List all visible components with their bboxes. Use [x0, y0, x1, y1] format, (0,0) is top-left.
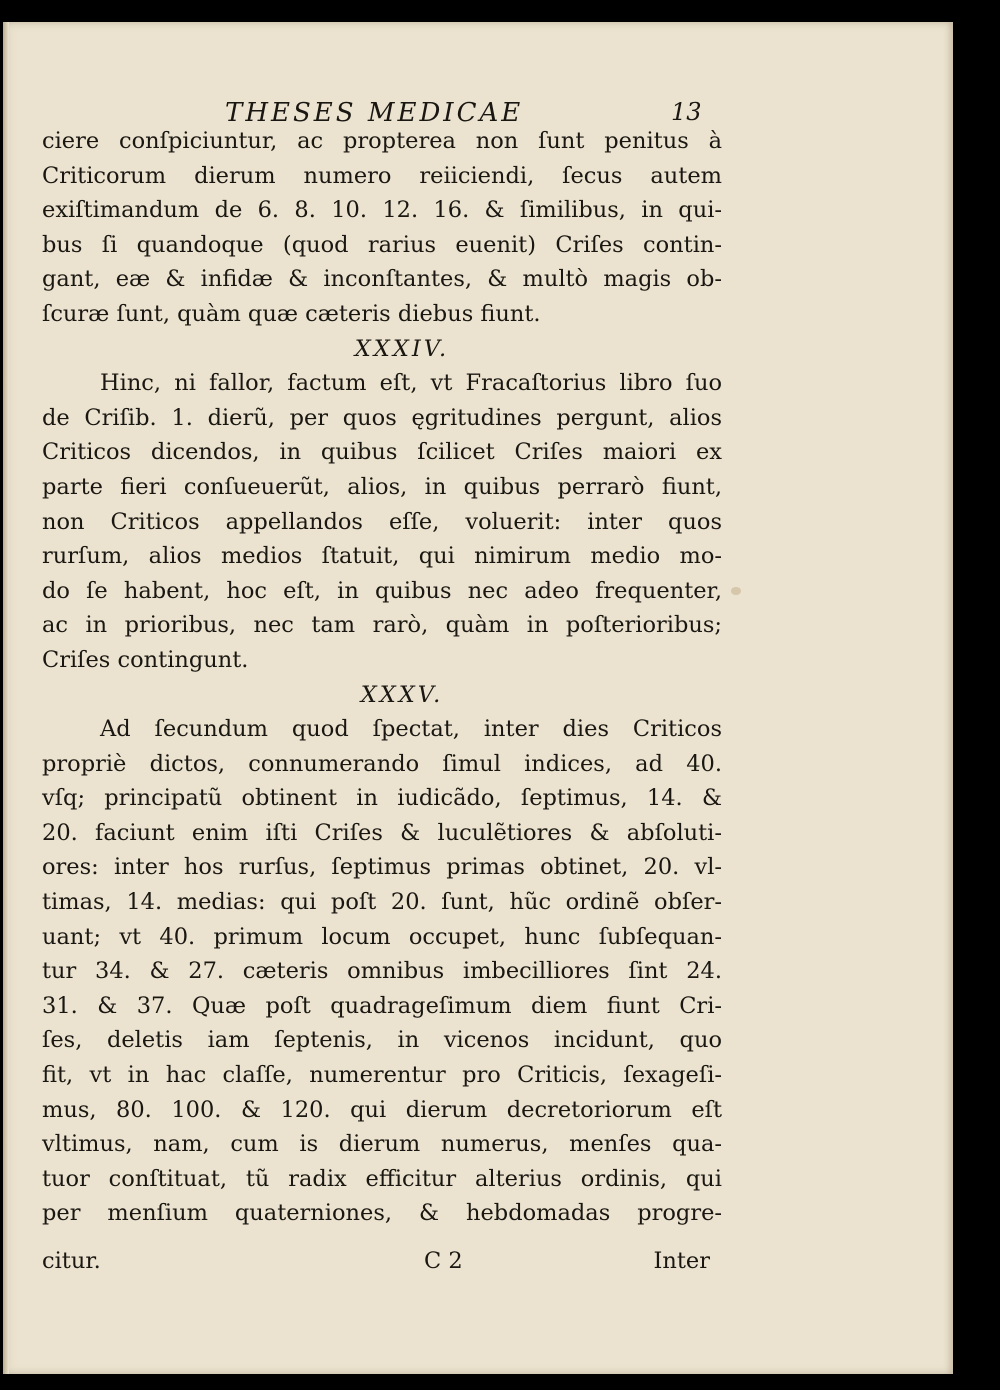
text-line: de Criſib. 1. dierũ, per quos ęgritudines pergunt, alios: [42, 404, 722, 431]
body-text: [42, 124, 722, 1231]
text-line: mus, 80. 100. & 120. qui dierum decretoriorum eſt: [42, 1096, 722, 1123]
text-line: per menſium quaterniones, & hebdomadas progre-: [42, 1200, 722, 1227]
signature-mark: C 2: [424, 1248, 463, 1274]
page-footer: [42, 1248, 722, 1282]
text-line: Criticos dicendos, in quibus ſcilicet Criſes maiori ex: [42, 439, 722, 466]
page-number: 13: [671, 98, 702, 126]
section-heading: XXXIV.: [354, 335, 450, 362]
text-line: parte fieri conſueuerũt, alios, in quibus perrarò fiunt,: [42, 473, 722, 500]
final-word: citur.: [42, 1248, 101, 1274]
text-line: ciere conſpiciuntur, ac propterea non ſunt penitus à: [42, 128, 722, 154]
section-heading: XXXV.: [360, 681, 444, 708]
foxing-stain: [731, 587, 741, 595]
text-line: non Criticos appellandos eſſe, voluerit: inter quos: [42, 508, 722, 535]
text-line: vſq; principatũ obtinent in iudicãdo, ſeptimus, 14. &: [42, 785, 722, 812]
text-line: bus ſi quandoque (quod rarius euenit) Criſes contin-: [42, 231, 722, 258]
gutter-shadow: [3, 22, 9, 1374]
text-line: 20. faciunt enim iſti Criſes & luculẽtiores & abſoluti-: [42, 819, 722, 846]
text-line: tur 34. & 27. cæteris omnibus imbecilliores ſint 24.: [42, 958, 722, 985]
text-line: timas, 14. medias: qui poſt 20. ſunt, hũc ordinẽ obſer-: [42, 889, 722, 916]
text-line: rurſum, alios medios ſtatuit, qui nimirum medio mo-: [42, 543, 722, 570]
text-line: tuor conſtituat, tũ radix efficitur alterius ordinis, qui: [42, 1165, 722, 1192]
text-line: Hinc, ni fallor, factum eſt, vt Fracaſtorius libro ſuo: [100, 370, 722, 397]
text-line: vltimus, nam, cum is dierum numerus, menſes qua-: [42, 1131, 722, 1158]
catchword: Inter: [653, 1248, 710, 1274]
text-line: fit, vt in hac claſſe, numerentur pro Criticis, ſexageſi-: [42, 1062, 722, 1089]
text-line: ſcuræ ſunt, quàm quæ cæteris diebus fiunt.: [42, 300, 541, 327]
text-line: propriè dictos, connumerando ſimul indices, ad 40.: [42, 750, 722, 777]
text-line: Ad ſecundum quod ſpectat, inter dies Criticos: [100, 716, 722, 743]
text-line: Criticorum dierum numero reiiciendi, ſecus autem: [42, 162, 722, 189]
text-line: ſes, deletis iam ſeptenis, in vicenos incidunt, quo: [42, 1027, 722, 1054]
text-line: exiſtimandum de 6. 8. 10. 12. 16. & ſimilibus, in qui-: [42, 197, 722, 224]
text-line: 31. & 37. Quæ poſt quadrageſimum diem fiunt Cri-: [42, 992, 722, 1019]
text-line: ores: inter hos rurſus, ſeptimus primas obtinet, 20. vl-: [42, 854, 722, 881]
text-line: gant, eæ & infidæ & inconſtantes, & multò magis ob-: [42, 266, 722, 293]
text-line: Criſes contingunt.: [42, 646, 249, 673]
text-line: do ſe habent, hoc eſt, in quibus nec adeo frequenter,: [42, 577, 722, 604]
text-line: ac in prioribus, nec tam rarò, quàm in poſterioribus;: [42, 612, 722, 639]
running-head-title: THESES MEDICAE: [225, 98, 524, 128]
text-line: uant; vt 40. primum locum occupet, hunc ſubſequan-: [42, 923, 722, 950]
